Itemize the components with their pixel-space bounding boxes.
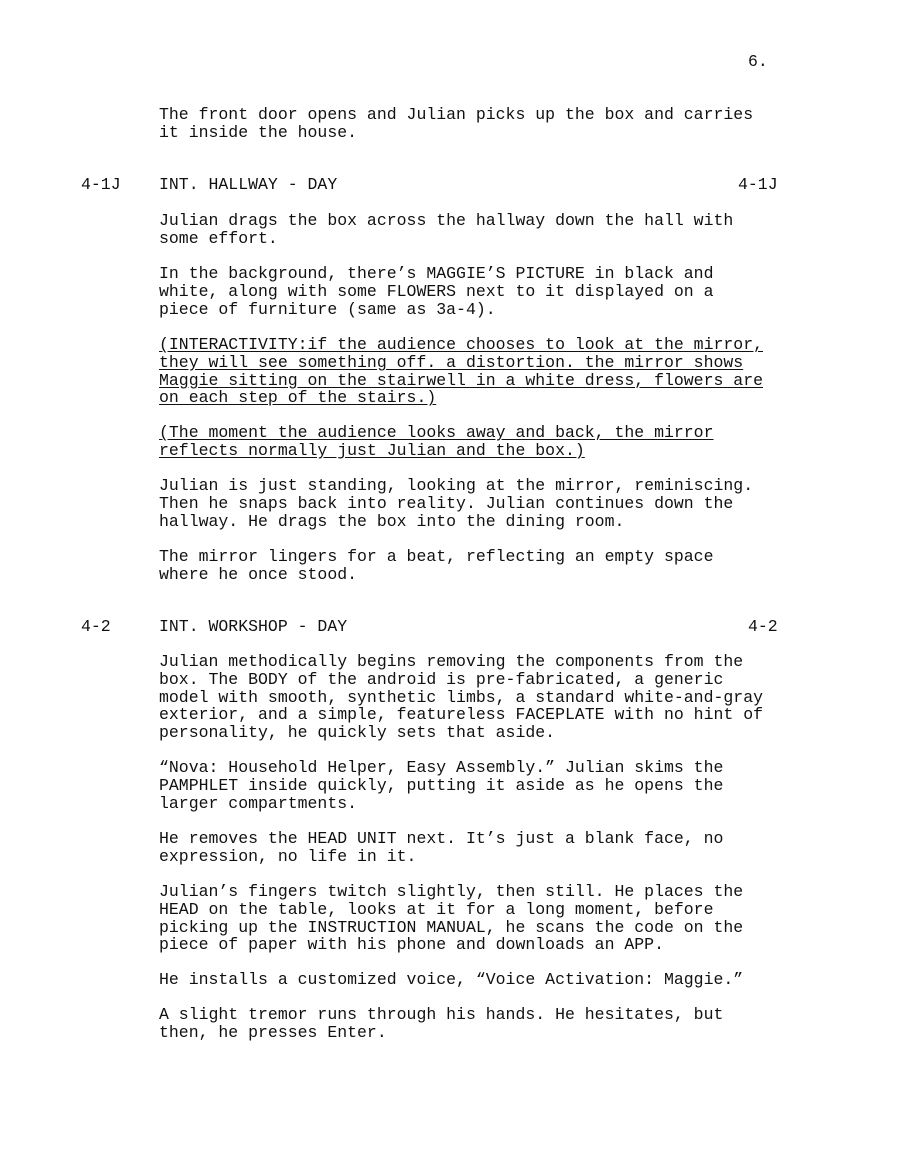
action-paragraph: Julian methodically begins removing the components from the box. The BODY of the android is pre-fabricated, a generic model with smooth, synthetic limbs, a standard white-and-gray exterior, and a simple, featureless FACEPLATE with no hint of personality, he quickly sets that aside. <box>159 652 763 743</box>
scene-number-right: 4-1J <box>738 175 778 194</box>
scene-heading: INT. WORKSHOP - DAY <box>159 617 348 636</box>
scene-number-right: 4-2 <box>748 617 778 636</box>
interactivity-note: (INTERACTIVITY:if the audience chooses to look at the mirror, they will see something off. a distortion. the mirror shows Maggie sitting on the stairwell in a white dress, flowers are on each step of the stairs.) <box>159 335 763 408</box>
action-paragraph: He removes the HEAD UNIT next. It’s just a blank face, no expression, no life in it. <box>159 829 724 866</box>
action-paragraph: Julian drags the box across the hallway down the hall with some effort. <box>159 211 734 248</box>
scene-heading-row <box>0 618 900 636</box>
action-paragraph: He installs a customized voice, “Voice Activation: Maggie.” <box>159 970 744 989</box>
action-paragraph: In the background, there’s MAGGIE’S PICTURE in black and white, along with some FLOWERS next to it displayed on a piece of furniture (same as 3a-4). <box>159 264 714 319</box>
scene-heading: INT. HALLWAY - DAY <box>159 175 338 194</box>
action-paragraph: Julian is just standing, looking at the mirror, reminiscing. Then he snaps back into reality. Julian continues down the hallway. He drags the box into the dining room. <box>159 476 754 531</box>
action-paragraph: The mirror lingers for a beat, reflecting an empty space where he once stood. <box>159 547 714 584</box>
scene-number-left: 4-2 <box>81 617 111 636</box>
action-paragraph: “Nova: Household Helper, Easy Assembly.” Julian skims the PAMPHLET inside quickly, putting it aside as he opens the larger compartments. <box>159 758 724 813</box>
page-number: 6. <box>748 52 768 71</box>
action-paragraph: A slight tremor runs through his hands. He hesitates, but then, he presses Enter. <box>159 1005 724 1042</box>
action-paragraph: Julian’s fingers twitch slightly, then still. He places the HEAD on the table, looks at it for a long moment, before picking up the INSTRUCTION MANUAL, he scans the code on the piece of paper with his phone and downloads an APP. <box>159 882 744 955</box>
action-paragraph: The front door opens and Julian picks up the box and carries it inside the house. <box>159 105 754 142</box>
interactivity-note: (The moment the audience looks away and back, the mirror reflects normally just Julian and the box.) <box>159 423 714 460</box>
scene-number-left: 4-1J <box>81 175 121 194</box>
scene-heading-row <box>0 176 900 194</box>
